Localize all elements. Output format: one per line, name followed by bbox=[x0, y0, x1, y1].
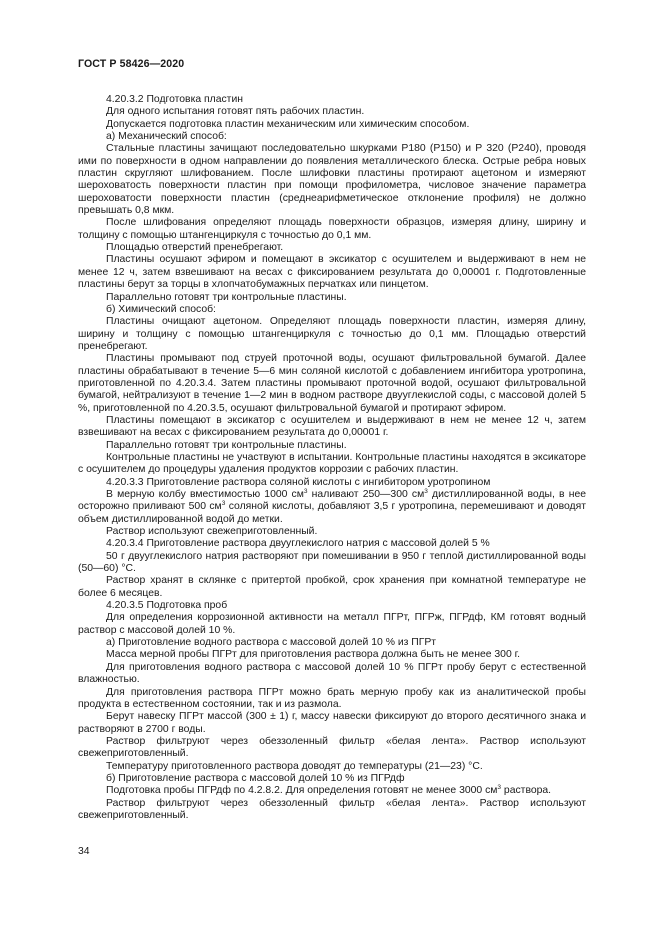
paragraph: 4.20.3.2 Подготовка пластин bbox=[106, 94, 243, 105]
paragraph: 4.20.3.5 Подготовка проб bbox=[106, 600, 228, 612]
paragraph: Площадью отверстий пренебрегают. bbox=[106, 242, 284, 254]
paragraph-volumetric-flask bbox=[78, 489, 586, 526]
superscript: 3 bbox=[424, 488, 428, 495]
paragraph: Параллельно готовят три контрольные пластины. bbox=[106, 439, 347, 451]
paragraph: Стальные пластины зачищают последовательно шкурками Р180 (Р150) и Р 320 (Р240), проводя ими по поверхности в одном направлении до появления металлического блеска. Острые ребра новых пластин скругляют шлифованием. После шлифовки пластины протирают ацетоном и измеряют шероховатость поверхности пластин при помощи профилометра, числовое значение параметра шероховатости поверхности пластин (среднеарифметическое отклонение профиля) не должно превышать 0,8 мкм. bbox=[78, 143, 586, 217]
text-run: Подготовка пробы ПГРдф по 4.2.8.2. Для определения готовят не менее 3000 см bbox=[106, 785, 498, 797]
text-run: раствора. bbox=[501, 785, 552, 797]
paragraph: Температуру приготовленного раствора доводят до температуры (21—23) °С. bbox=[106, 760, 483, 772]
document-code-header: ГОСТ Р 58426—2020 bbox=[78, 58, 185, 70]
paragraph: Раствор используют свежеприготовленный. bbox=[106, 526, 318, 538]
paragraph: 50 г двууглекислого натрия растворяют при помешивании в 950 г теплой дистиллированной воды (50—60) °С. bbox=[78, 550, 586, 575]
paragraph: а) Механический способ: bbox=[106, 131, 227, 143]
paragraph: Контрольные пластины не участвуют в испытании. Контрольные пластины находятся в эксикаторе с осушителем до процедуры удаления продуктов коррозии с рабочих пластин. bbox=[78, 451, 586, 476]
superscript: 3 bbox=[221, 500, 226, 508]
paragraph: Пластины осушают эфиром и помещают в эксикатор с осушителем и выдерживают в нем не менее 12 ч, затем взвешивают на весах с фиксированием результата до 0,00001 г. Подготовленные пластины берут за торцы в хлопчатобумажных перчатках или пинцетом. bbox=[78, 254, 586, 291]
paragraph: Раствор хранят в склянке с притертой пробкой, срок хранения при комнатной температуре не более 6 месяцев. bbox=[78, 575, 586, 599]
paragraph: Параллельно готовят три контрольные пластины. bbox=[106, 291, 347, 303]
paragraph: Пластины очищают ацетоном. Определяют площадь поверхности пластин, измеряя длину, ширину и толщину с помощью штангенциркуля с точностью до 0,1 мм. Площадью отверстий пренебрегают. bbox=[78, 316, 586, 352]
paragraph: Для одного испытания готовят пять рабочих пластин. bbox=[106, 106, 365, 118]
paragraph: Для приготовления раствора ПГРт можно брать мерную пробу как из аналитической пробы продукта в естественном состоянии, так и из размола. bbox=[78, 686, 586, 710]
paragraph: Допускается подготовка пластин механическим или химическим способом. bbox=[106, 118, 470, 130]
text-run: соляной кислоты, добавляют 3,5 г уротропина, перемешивают и доводят объем дистиллированной водой до метки. bbox=[78, 501, 586, 525]
paragraph: 4.20.3.3 Приготовление раствора соляной кислоты с ингибитором уротропином bbox=[106, 476, 491, 488]
paragraph: а) Приготовление водного раствора с массовой долей 10 % из ПГРт bbox=[106, 637, 437, 649]
page-number: 34 bbox=[78, 846, 90, 857]
document-body bbox=[78, 94, 586, 822]
text-run: наливают 250—300 см bbox=[307, 489, 425, 500]
paragraph: Пластины промывают под струей проточной воды, осушают фильтровальной бумагой. Далее пластины обрабатывают в течение 5—6 мин соляной кислотой с добавлением ингибитора уротропина, приготовленной по 4.20.3.4. Затем пластины промывают проточной водой, осушают фильтровальной бумагой, нейтрализуют в течение 1—2 мин в водном растворе двууглекислой соды, с массовой долей 5 %, приготовленной по 4.20.3.5, осушают фильтровальной бумагой и протирают эфиром. bbox=[78, 353, 586, 414]
paragraph: Пластины помещают в эксикатор с осушителем и выдерживают в нем не менее 12 ч, затем взвешивают на весах с фиксированием результата до 0,00001 г. bbox=[78, 414, 586, 439]
text-run: В мерную колбу вместимостью 1000 см bbox=[106, 489, 304, 500]
paragraph: После шлифования определяют площадь поверхности образцов, измеряя длину, ширину и толщину с помощью штангенциркуля с точностью до 0,1 мм. bbox=[78, 217, 586, 241]
paragraph: Для приготовления водного раствора с массовой долей 10 % ПГРт пробу берут с естественной влажностью. bbox=[78, 661, 586, 686]
paragraph-pgrdf-sample bbox=[78, 785, 586, 797]
paragraph: 4.20.3.4 Приготовление раствора двууглекислого натрия с массовой долей 5 % bbox=[106, 538, 490, 550]
paragraph: Раствор фильтруют через обеззоленный фильтр «белая лента». Раствор используют свежеприготовленный. bbox=[78, 735, 586, 760]
superscript: 3 bbox=[497, 784, 502, 792]
paragraph: Раствор фильтруют через обеззоленный фильтр «белая лента». Раствор используют свежеприготовленный. bbox=[78, 797, 586, 821]
paragraph: б) Химический способ: bbox=[106, 303, 216, 315]
paragraph: Для определения коррозионной активности на металл ПГРт, ПГРж, ПГРдф, КМ готовят водный раствор с массовой долей 10 %. bbox=[78, 612, 586, 636]
text-run: дистиллированной воды, в нее осторожно приливают 500 см bbox=[78, 489, 587, 513]
paragraph: Масса мерной пробы ПГРт для приготовления раствора должна быть не менее 300 г. bbox=[106, 649, 521, 661]
superscript: 3 bbox=[303, 488, 308, 495]
paragraph: Берут навеску ПГРт массой (300 ± 1) г, массу навески фиксируют до второго десятичного знака и растворяют в 2700 г воды. bbox=[78, 711, 586, 735]
paragraph: б) Приготовление раствора с массовой долей 10 % из ПГРдф bbox=[106, 772, 405, 784]
